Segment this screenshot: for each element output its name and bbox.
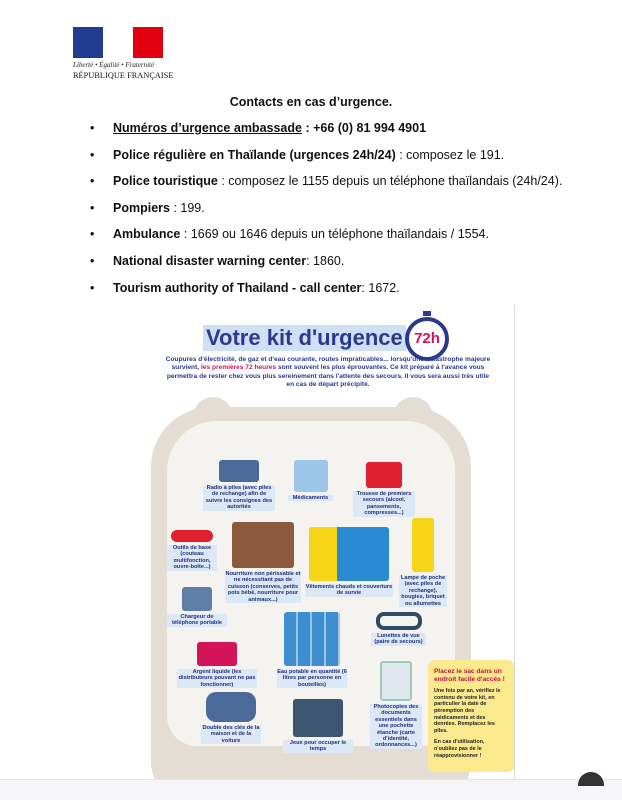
contact-text: : 1672. — [361, 280, 400, 295]
kit-item-keys: Double des clés de la maison et de la voiture — [201, 692, 261, 744]
contact-text: : composez le 191. — [395, 147, 505, 162]
page-title: Contacts en cas d’urgence. — [229, 95, 393, 109]
contact-list — [90, 121, 562, 307]
list-item — [90, 121, 562, 148]
list-item — [90, 201, 562, 228]
wallet-icon — [197, 642, 237, 666]
kit-item-copies: Photocopies des documents essentiels dans une pochette étanche (carte d'identité, ordonnances...) — [370, 661, 422, 749]
contact-label: Police touristique — [113, 174, 218, 189]
kit-item-radio: Radio à piles (avec piles de rechange) afin de suivre les consignes des autorités — [203, 460, 275, 511]
flashlight-icon — [412, 518, 434, 572]
sweater-icon — [309, 527, 389, 581]
logo-name: RÉPUBLIQUE FRANÇAISE — [73, 71, 174, 80]
contact-label: National disaster warning center — [113, 253, 307, 268]
kit-item-glasses: Lunettes de vue (paire de secours) — [371, 612, 426, 646]
list-item — [90, 281, 562, 308]
contact-text: : 199. — [169, 200, 205, 215]
contact-label: Police régulière en Thaïlande (urgences 24h/24) — [113, 147, 396, 162]
logo-motto: Liberté • Égalité • Fraternité — [73, 61, 155, 69]
marianne-flag-icon — [73, 27, 163, 58]
bottom-bar — [0, 779, 622, 800]
games-icon — [293, 699, 343, 737]
kit-item-tools: Outils de base (couteau multifonction, ouvre-boîte...) — [167, 530, 217, 571]
contact-label: Pompiers — [113, 200, 170, 215]
republique-francaise-logo — [73, 27, 174, 85]
keys-icon — [206, 692, 256, 722]
embassy-link[interactable]: Numéros d’urgence ambassade — [113, 121, 302, 135]
contact-text: : 1669 ou 1646 depuis un téléphone thaïlandais / 1554. — [180, 227, 489, 242]
contact-text: : +66 (0) 81 994 4901 — [301, 121, 427, 135]
first-aid-icon — [366, 462, 402, 488]
knife-icon — [171, 530, 213, 542]
stopwatch-icon: 72h — [405, 317, 449, 361]
kit-item-food: Nourriture non périssable et ne nécessitant pas de cuisson (conserves, petits pots bébé, nourriture pour animaux...) — [225, 522, 301, 603]
contact-label: Ambulance — [113, 227, 181, 242]
documents-icon — [380, 661, 412, 701]
glasses-icon — [376, 612, 422, 630]
kit-item-charger: Chargeur de téléphone portable — [167, 587, 227, 627]
food-icon — [232, 522, 294, 568]
water-bottles-icon — [284, 612, 340, 666]
kit-item-clothes: Vêtements chauds et couverture de survie — [305, 527, 393, 597]
reminder-note: Placez le sac dans un endroit facile d'accès ! Une fois par an, vérifiez le contenu de votre kit, en particulier la date de péremption des médicaments et des denrées. Remplacez les piles. En cas d'utilisation, n'oubliez pas de le réapprovisionner ! — [428, 660, 515, 772]
kit-item-meds: Médicaments — [288, 460, 333, 501]
medicine-icon — [294, 460, 328, 492]
kit-item-water: Eau potable en quantité (6 litres par personne en bouteilles) — [277, 612, 347, 688]
charger-icon — [182, 587, 212, 611]
kit-item-lamp: Lampe de poche (avec piles de rechange), bougies, briquet ou allumettes — [399, 518, 447, 607]
kit-item-games: Jeux pour occuper le temps — [283, 699, 353, 753]
kit-item-cash: Argent liquide (les distributeurs pouvant ne pas fonctionner) — [177, 642, 257, 688]
poster-subtitle: Coupures d'électricité, de gaz et d'eau courante, routes impraticables... lorsqu'une catastrophe majeure survient, les premières 72 heures sont souvent les plus éprouvantes. Ce kit préparé à l'avance vous permettra de rester chez vous plus sereinement dans l'attente des secours. Il vous sera aussi très utile en cas de départ précipité. — [165, 356, 491, 389]
contact-label: Tourism authority of Thailand - call center — [113, 280, 362, 295]
list-item — [90, 148, 562, 175]
poster-title: Votre kit d'urgence — [203, 325, 406, 351]
radio-icon — [219, 460, 259, 482]
list-item — [90, 174, 562, 201]
contact-text: : composez le 1155 depuis un téléphone thaïlandais (24h/24). — [217, 174, 563, 189]
kit-item-firstaid: Trousse de premiers secours (alcool, pansements, compresses...) — [353, 462, 415, 517]
emergency-kit-poster — [143, 305, 515, 779]
list-item — [90, 227, 562, 254]
list-item — [90, 254, 562, 281]
contact-text: : 1860. — [306, 253, 345, 268]
floating-button[interactable] — [578, 772, 604, 786]
